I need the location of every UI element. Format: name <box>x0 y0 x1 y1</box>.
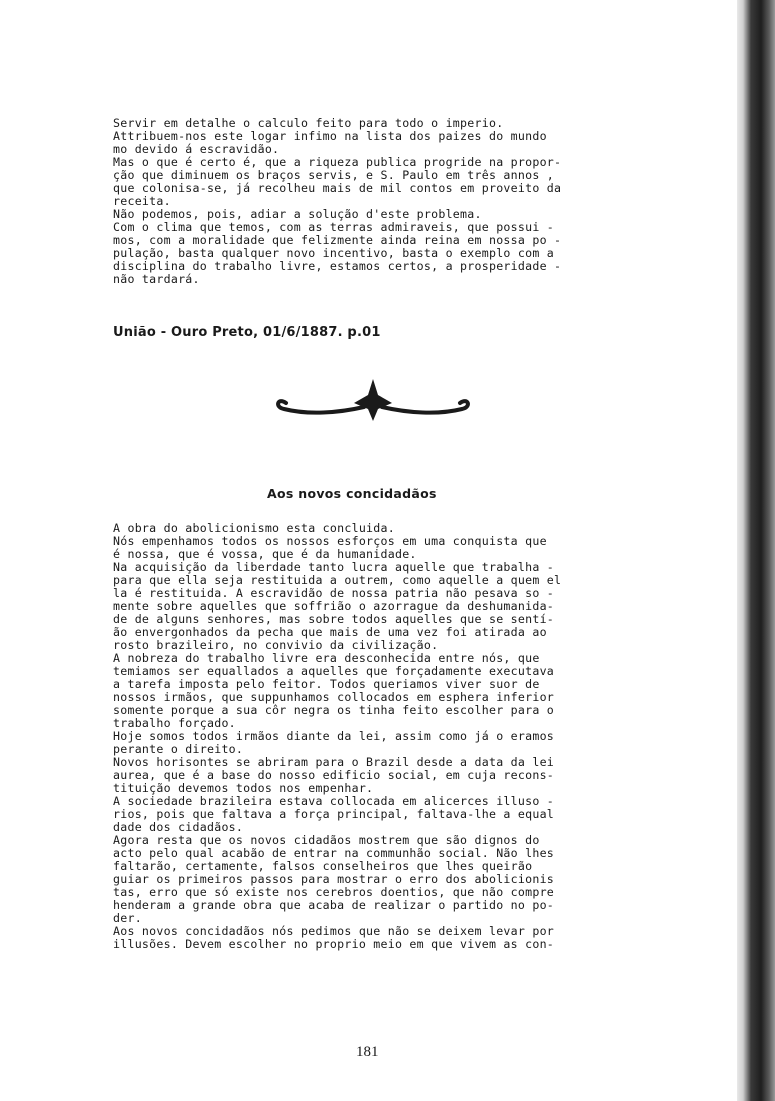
text-line: nossos irmãos, que suppunhamos collocados em esphera inferior <box>113 691 555 704</box>
text-line: somente porque a sua côr negra os tinha feito escolher para o <box>113 704 555 717</box>
text-line: a tarefa imposta pelo feitor. Todos queriamos viver suor de <box>113 678 540 691</box>
text-line: Na acquisição da liberdade tanto lucra aquelle que trabalha - <box>113 561 555 574</box>
text-line: mos, com a moralidade que felizmente ainda reina em nossa po - <box>113 234 562 247</box>
main-text <box>113 522 650 951</box>
text-line: Hoje somos todos irmãos diante da lei, assim como já o eramos <box>113 730 555 743</box>
text-line: Novos horisontes se abriram para o Brazil desde a data da lei <box>113 756 555 769</box>
text-line: der. <box>113 912 142 925</box>
text-line: dade dos cidadãos. <box>113 821 244 834</box>
text-line: Agora resta que os novos cidadãos mostrem que são dignos do <box>113 834 540 847</box>
text-line: não tardará. <box>113 273 200 286</box>
text-line: Servir em detalhe o calculo feito para todo o imperio. <box>113 117 504 130</box>
text-line: disciplina do trabalho livre, estamos certos, a prosperidade - <box>113 260 562 273</box>
text-line: la é restituida. A escravidão de nossa patria não pesava so - <box>113 587 555 600</box>
text-line: Aos novos concidadãos nós pedimos que não se deixem levar por <box>113 925 555 938</box>
text-line: mente sobre aquelles que soffrião o azorrague da deshumanida- <box>113 600 555 613</box>
text-line: A obra do abolicionismo esta concluida. <box>113 522 395 535</box>
text-line: A nobreza do trabalho livre era desconhecida entre nós, que <box>113 652 540 665</box>
text-line: tas, erro que só existe nos cerebros doentios, que não compre <box>113 886 555 899</box>
text-line: faltarão, certamente, falsos conselheiros que lhes queirão <box>113 860 533 873</box>
text-line: ão envergonhados da pecha que mais de uma vez foi atirada ao <box>113 626 547 639</box>
text-line: é nossa, que é vossa, que é da humanidade. <box>113 548 417 561</box>
text-line: acto pelo qual acabão de entrar na communhão social. Não lhes <box>113 847 555 860</box>
top-paragraph <box>113 117 650 286</box>
text-line: guiar os primeiros passos para mostrar o erro dos abolicionis <box>113 873 555 886</box>
text-line: henderam a grande obra que acaba de realizar o partido no po- <box>113 899 555 912</box>
text-line: Attribuem-nos este logar infimo na lista dos paizes do mundo <box>113 130 547 143</box>
text-line: trabalho forçado. <box>113 717 236 730</box>
text-line: aurea, que é a base do nosso edificio social, em cuja recons- <box>113 769 555 782</box>
text-line: Mas o que é certo é, que a riqueza publica progride na propor- <box>113 156 562 169</box>
text-line: pulação, basta qualquer novo incentivo, basta o exemplo com a <box>113 247 555 260</box>
text-line: rosto brazileiro, no convivio da civilização. <box>113 639 439 652</box>
text-line: ção que diminuem os braços servis, e S. Paulo em três annos , <box>113 169 555 182</box>
ornament-divider-icon <box>268 373 478 425</box>
text-line: perante o direito. <box>113 743 244 756</box>
text-line: mo devido á escravidão. <box>113 143 280 156</box>
text-line: A sociedade brazileira estava collocada em alicerces illuso - <box>113 795 555 808</box>
text-line: illusões. Devem escolher no proprio meio em que vivem as con- <box>113 938 555 951</box>
text-line: de de alguns senhores, mas sobre todos aquelles que se sentí- <box>113 613 555 626</box>
source-citation: União - Ouro Preto, 01/6/1887. p.01 <box>113 325 381 340</box>
text-line: receita. <box>113 195 171 208</box>
section-title: Aos novos concidadãos <box>267 486 437 501</box>
text-line: que colonisa-se, já recolheu mais de mil contos em proveito da <box>113 182 562 195</box>
page-number: 181 <box>356 1044 379 1060</box>
text-line: para que ella seja restituida a outrem, como aquelle a quem el <box>113 574 562 587</box>
text-line: rios, pois que faltava a força principal, faltava-lhe a equal <box>113 808 555 821</box>
book-binding-edge <box>737 0 775 1101</box>
text-line: temiamos ser equallados a aquelles que forçadamente executava <box>113 665 555 678</box>
text-line: Nós empenhamos todos os nossos esforços em uma conquista que <box>113 535 547 548</box>
text-line: tituição devemos todos nos empenhar. <box>113 782 374 795</box>
text-line: Com o clima que temos, com as terras admiraveis, que possui - <box>113 221 555 234</box>
text-line: Não podemos, pois, adiar a solução d'este problema. <box>113 208 482 221</box>
